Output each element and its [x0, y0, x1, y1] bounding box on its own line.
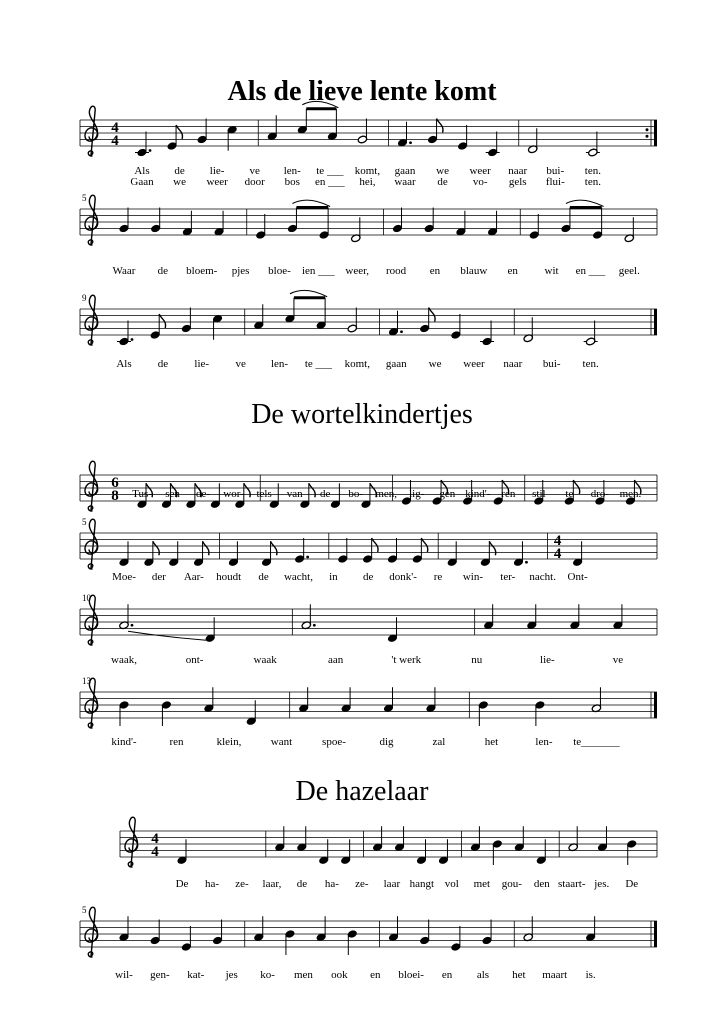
lyric-syllable: van: [286, 488, 303, 500]
lyric-syllable: wit: [544, 265, 559, 277]
lyric-syllable: weer: [206, 176, 228, 188]
note-flag: [437, 119, 443, 133]
lyric-syllable: de-: [196, 488, 211, 500]
note-flag: [271, 541, 277, 555]
lyric-syllable: de: [296, 878, 308, 890]
treble-clef-icon: [85, 461, 98, 511]
lyric-syllable: stil: [532, 488, 546, 500]
lyric-syllable: jes: [225, 969, 238, 981]
lyric-syllable: lig-: [409, 488, 425, 500]
note-flag: [244, 483, 250, 497]
time-signature-denominator: 4: [553, 546, 562, 562]
augmentation-dot: [149, 149, 152, 152]
measure-number: 9: [82, 293, 87, 303]
lyric-syllable: nu: [471, 654, 483, 666]
lyric-syllable: laar,: [262, 878, 282, 890]
lyric-syllable: ze-: [355, 878, 369, 890]
lyric-syllable: dro-: [590, 488, 610, 500]
lyric-syllable: kat-: [187, 969, 205, 981]
measure-number: 10: [82, 593, 91, 603]
augmentation-dot: [525, 561, 528, 564]
lyric-syllable: gen-: [150, 969, 170, 981]
song-title: De wortelkindertjes: [251, 399, 473, 430]
lyric-syllable: Waar: [112, 265, 136, 277]
lyric-syllable: te_______: [573, 736, 620, 748]
lyric-syllable: lie-: [540, 654, 555, 666]
note-flag: [429, 308, 435, 322]
lyric-syllable: is.: [585, 969, 596, 981]
lyric-syllable: gou-: [501, 878, 522, 890]
augmentation-dot: [131, 624, 134, 627]
lyric-syllable: ze-: [235, 878, 249, 890]
lyric-syllable: len-: [535, 736, 553, 748]
lyric-syllable: weer: [469, 165, 491, 177]
measure-number: 5: [82, 193, 87, 203]
lyric-syllable: Moe-: [112, 571, 136, 583]
note-flag: [573, 480, 579, 494]
slur: [566, 200, 604, 206]
lyric-syllable: ren: [501, 488, 516, 500]
lyric-syllable: naar: [503, 358, 523, 370]
lyric-syllable: en: [370, 969, 381, 981]
note-flag: [489, 541, 495, 555]
treble-clef-icon: [85, 106, 98, 156]
lyric-syllable: re: [433, 571, 443, 583]
lyric-syllable: de: [174, 165, 185, 177]
lyric-syllable: te ___: [304, 358, 333, 370]
lyric-syllable: bo-: [348, 488, 364, 500]
final-barline-thick: [654, 921, 657, 947]
time-signature-numerator: 4: [553, 533, 562, 549]
lyric-syllable: ter-: [500, 571, 516, 583]
lyric-syllable: de: [437, 176, 448, 188]
augmentation-dot: [313, 624, 316, 627]
lyric-syllable: flui-: [545, 176, 565, 188]
lyric-syllable: Als: [134, 165, 150, 177]
lyric-syllable: de: [157, 265, 169, 277]
tie: [128, 631, 206, 640]
final-barline-thick: [654, 309, 657, 335]
lyric-syllable: weer,: [345, 265, 370, 277]
lyric-syllable: bui-: [542, 358, 561, 370]
measure-number: 5: [82, 517, 87, 527]
lyric-syllable: ien ___: [301, 265, 335, 277]
lyric-syllable: lie-: [194, 358, 210, 370]
lyric-syllable: De: [175, 878, 189, 890]
lyric-syllable: gels: [508, 176, 527, 188]
lyric-syllable: de: [363, 571, 374, 583]
augmentation-dot: [131, 338, 134, 341]
lyric-syllable: hangt: [409, 878, 435, 890]
lyric-syllable: De: [625, 878, 639, 890]
augmentation-dot: [400, 330, 403, 333]
lyric-syllable: len-: [283, 165, 301, 177]
lyric-syllable: nacht.: [529, 571, 556, 583]
lyric-syllable: te: [565, 488, 574, 500]
lyric-syllable: en ___: [575, 265, 606, 277]
lyric-syllable: bloe-: [268, 265, 291, 277]
lyric-syllable: staart-: [558, 878, 586, 890]
lyric-syllable: gen: [439, 488, 456, 500]
lyric-syllable: klein,: [216, 736, 242, 748]
lyric-syllable: de: [157, 358, 169, 370]
lyric-syllable: komt,: [344, 358, 370, 370]
lyric-syllable: gaan: [394, 165, 416, 177]
lyric-syllable: spoe-: [322, 736, 346, 748]
lyric-syllable: waak,: [111, 654, 137, 666]
time-signature-numerator: 6: [111, 475, 119, 491]
lyric-syllable: ve: [612, 654, 624, 666]
lyric-syllable: door: [244, 176, 265, 188]
lyric-syllable: bui-: [546, 165, 565, 177]
augmentation-dot: [306, 556, 309, 559]
lyric-syllable: en: [507, 265, 518, 277]
lyric-syllable: de: [319, 488, 331, 500]
treble-clef-icon: [85, 519, 98, 569]
treble-clef-icon: [85, 295, 98, 345]
lyric-syllable: naar: [508, 165, 528, 177]
lyric-syllable: we: [173, 176, 186, 188]
time-signature-denominator: 4: [151, 844, 159, 860]
lyric-syllable: te ___: [316, 165, 344, 177]
lyric-syllable: Aar-: [183, 571, 204, 583]
lyric-syllable: ko-: [260, 969, 275, 981]
lyric-syllable: wor-: [223, 488, 244, 500]
lyric-syllable: geel.: [618, 265, 640, 277]
lyric-syllable: donk'-: [389, 571, 417, 583]
lyric-syllable: zal: [432, 736, 446, 748]
lyric-syllable: met: [473, 878, 491, 890]
lyric-syllable: ten.: [582, 358, 599, 370]
lyric-syllable: en: [441, 969, 453, 981]
lyric-syllable: wil-: [115, 969, 133, 981]
lyric-syllable: we: [436, 165, 449, 177]
lyric-syllable: sen: [165, 488, 180, 500]
lyric-syllable: rood: [386, 265, 407, 277]
lyric-syllable: gaan: [385, 358, 407, 370]
time-signature-denominator: 4: [111, 133, 119, 149]
lyric-syllable: win-: [462, 571, 484, 583]
note-flag: [309, 483, 315, 497]
lyric-syllable: bloem-: [186, 265, 218, 277]
treble-clef-icon: [125, 817, 138, 867]
lyric-syllable: bos: [284, 176, 300, 188]
lyric-syllable: len-: [270, 358, 289, 370]
song-title: De hazelaar: [295, 776, 429, 807]
lyric-syllable: 't werk: [391, 654, 422, 666]
lyric-syllable: aan: [328, 654, 344, 666]
lyric-syllable: komt,: [354, 165, 381, 177]
lyric-syllable: houdt: [216, 571, 242, 583]
lyric-syllable: lie-: [209, 165, 225, 177]
lyric-syllable: want: [270, 736, 293, 748]
lyric-syllable: tels: [256, 488, 272, 500]
song-title: Als de lieve lente komt: [227, 76, 497, 107]
lyric-syllable: de: [258, 571, 269, 583]
slur: [290, 290, 327, 296]
note-flag: [203, 541, 209, 555]
lyric-syllable: wacht,: [283, 571, 313, 583]
lyric-syllable: en: [429, 265, 441, 277]
lyric-syllable: der: [151, 571, 166, 583]
measure-number: 5: [82, 905, 87, 915]
note-flag: [421, 538, 427, 552]
final-barline-thick: [654, 692, 657, 718]
lyric-syllable: vol: [444, 878, 459, 890]
lyric-syllable: in: [329, 571, 338, 583]
time-signature-denominator: 8: [111, 488, 119, 504]
lyric-syllable: als: [476, 969, 490, 981]
lyric-syllable: maart: [542, 969, 568, 981]
lyric-syllable: het: [512, 969, 526, 981]
treble-clef-icon: [85, 907, 98, 957]
lyric-syllable: ont-: [185, 654, 204, 666]
lyric-syllable: pjes: [231, 265, 250, 277]
lyric-syllable: men.: [619, 488, 642, 500]
lyric-syllable: Gaan: [130, 176, 154, 188]
lyric-syllable: Tus-: [132, 488, 152, 500]
lyric-syllable: ha-: [324, 878, 339, 890]
lyric-syllable: ten.: [584, 165, 601, 177]
note-flag: [372, 538, 378, 552]
lyric-syllable: ve: [235, 358, 246, 370]
lyric-syllable: men: [293, 969, 313, 981]
note-flag: [153, 541, 159, 555]
lyric-syllable: vo-: [472, 176, 488, 188]
lyric-syllable: waar: [394, 176, 416, 188]
lyric-syllable: laar: [383, 878, 401, 890]
lyric-syllable: bloei-: [398, 969, 424, 981]
final-barline-thick: [654, 120, 657, 146]
repeat-dot: [646, 135, 649, 138]
lyric-syllable: hei,: [359, 176, 376, 188]
lyric-syllable: het: [484, 736, 499, 748]
lyric-syllable: men,: [375, 488, 398, 500]
augmentation-dot: [409, 141, 412, 144]
lyric-syllable: ren: [169, 736, 184, 748]
repeat-dot: [646, 128, 649, 131]
note-flag: [159, 314, 165, 328]
lyric-syllable: ve: [249, 165, 260, 177]
time-signature-numerator: 4: [151, 831, 159, 847]
slur: [292, 200, 330, 206]
lyric-syllable: kind'-: [465, 488, 491, 500]
lyric-syllable: Ont-: [567, 571, 588, 583]
lyric-syllable: ten.: [584, 176, 601, 188]
lyric-syllable: den: [533, 878, 550, 890]
lyric-syllable: ha-: [204, 878, 220, 890]
lyric-syllable: ook: [331, 969, 348, 981]
lyric-syllable: dig: [379, 736, 394, 748]
lyric-syllable: Als: [116, 358, 132, 370]
lyric-syllable: blauw: [460, 265, 488, 277]
lyric-syllable: waak: [253, 654, 277, 666]
lyric-syllable: jes.: [594, 878, 610, 890]
lyric-syllable: en ___: [315, 176, 345, 188]
lyric-syllable: kind'-: [111, 736, 137, 748]
lyric-syllable: we: [428, 358, 442, 370]
time-signature-numerator: 4: [111, 120, 119, 136]
measure-number: 13: [82, 676, 91, 686]
treble-clef-icon: [85, 195, 98, 245]
note-flag: [176, 125, 182, 139]
lyric-syllable: weer: [463, 358, 485, 370]
